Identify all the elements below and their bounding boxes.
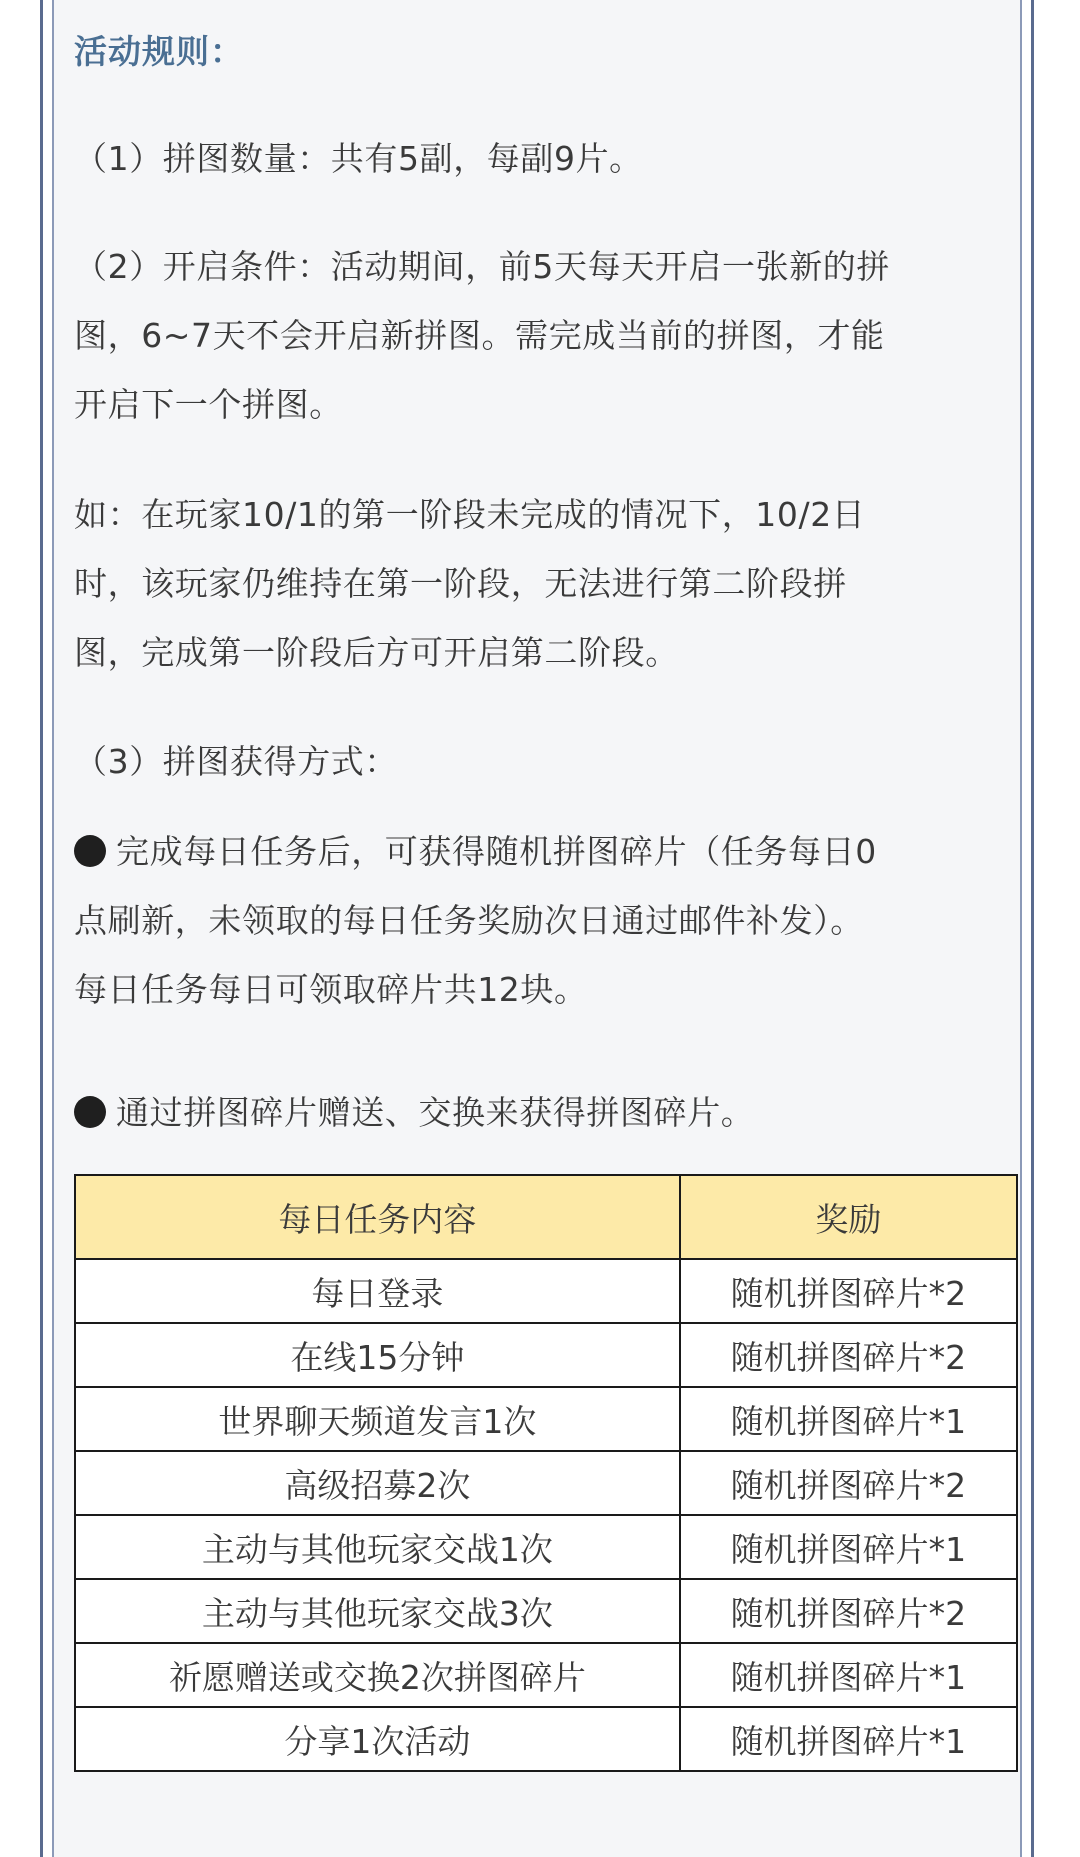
rules-panel <box>52 0 1022 1857</box>
rule-example <box>74 480 1006 687</box>
task-cell: 分享1次活动 <box>75 1707 680 1771</box>
table-row <box>75 1451 1017 1515</box>
task-cell: 主动与其他玩家交战3次 <box>75 1579 680 1643</box>
rule-item-3-line-1: （3）拼图获得方式： <box>74 742 398 781</box>
header-task-content: 每日任务内容 <box>75 1175 680 1259</box>
reward-cell: 随机拼图碎片*1 <box>680 1387 1017 1451</box>
table-row <box>75 1579 1017 1643</box>
bullet-item-1 <box>74 817 1006 1024</box>
table-row <box>75 1387 1017 1451</box>
table-header-row <box>75 1175 1017 1259</box>
bullet-item-2 <box>74 1078 1006 1147</box>
rule-item-1 <box>74 124 1006 193</box>
rule-item-2 <box>74 232 1006 439</box>
rule-item-2-line-2: 图，6~7天不会开启新拼图。需完成当前的拼图，才能 <box>74 316 885 355</box>
rule-example-line-2: 时，该玩家仍维持在第一阶段，无法进行第二阶段拼 <box>74 564 847 603</box>
table-row <box>75 1323 1017 1387</box>
task-cell: 主动与其他玩家交战1次 <box>75 1515 680 1579</box>
bullet-dot-icon <box>74 835 106 867</box>
reward-cell: 随机拼图碎片*1 <box>680 1515 1017 1579</box>
article-frame <box>40 0 1034 1857</box>
task-cell: 在线15分钟 <box>75 1323 680 1387</box>
reward-cell: 随机拼图碎片*1 <box>680 1643 1017 1707</box>
rule-item-2-line-3: 开启下一个拼图。 <box>74 385 343 424</box>
task-cell: 高级招募2次 <box>75 1451 680 1515</box>
rule-item-2-line-1: （2）开启条件：活动期间，前5天每天开启一张新的拼 <box>74 247 890 286</box>
bullet-item-1-line-1: 完成每日任务后，可获得随机拼图碎片（任务每日0 <box>116 832 877 871</box>
reward-cell: 随机拼图碎片*1 <box>680 1707 1017 1771</box>
reward-cell: 随机拼图碎片*2 <box>680 1323 1017 1387</box>
task-cell: 祈愿赠送或交换2次拼图碎片 <box>75 1643 680 1707</box>
bullet-item-1-line-3: 每日任务每日可领取碎片共12块。 <box>74 970 588 1009</box>
table-row <box>75 1707 1017 1771</box>
table-row <box>75 1515 1017 1579</box>
daily-task-table <box>74 1174 1018 1772</box>
reward-cell: 随机拼图碎片*2 <box>680 1451 1017 1515</box>
table-row <box>75 1259 1017 1323</box>
bullet-item-2-line-1: 通过拼图碎片赠送、交换来获得拼图碎片。 <box>116 1093 755 1132</box>
bullet-item-1-line-2: 点刷新，未领取的每日任务奖励次日通过邮件补发）。 <box>74 901 864 940</box>
reward-cell: 随机拼图碎片*2 <box>680 1259 1017 1323</box>
header-reward: 奖励 <box>680 1175 1017 1259</box>
rule-item-3 <box>74 727 1006 796</box>
rules-heading: 活动规则： <box>74 32 244 71</box>
task-cell: 每日登录 <box>75 1259 680 1323</box>
reward-cell: 随机拼图碎片*2 <box>680 1579 1017 1643</box>
task-cell: 世界聊天频道发言1次 <box>75 1387 680 1451</box>
rule-example-line-1: 如：在玩家10/1的第一阶段未完成的情况下，10/2日 <box>74 495 866 534</box>
table-row <box>75 1643 1017 1707</box>
bullet-dot-icon <box>74 1096 106 1128</box>
rule-example-line-3: 图，完成第一阶段后方可开启第二阶段。 <box>74 633 679 672</box>
rule-item-1-line-1: （1）拼图数量：共有5副，每副9片。 <box>74 139 643 178</box>
